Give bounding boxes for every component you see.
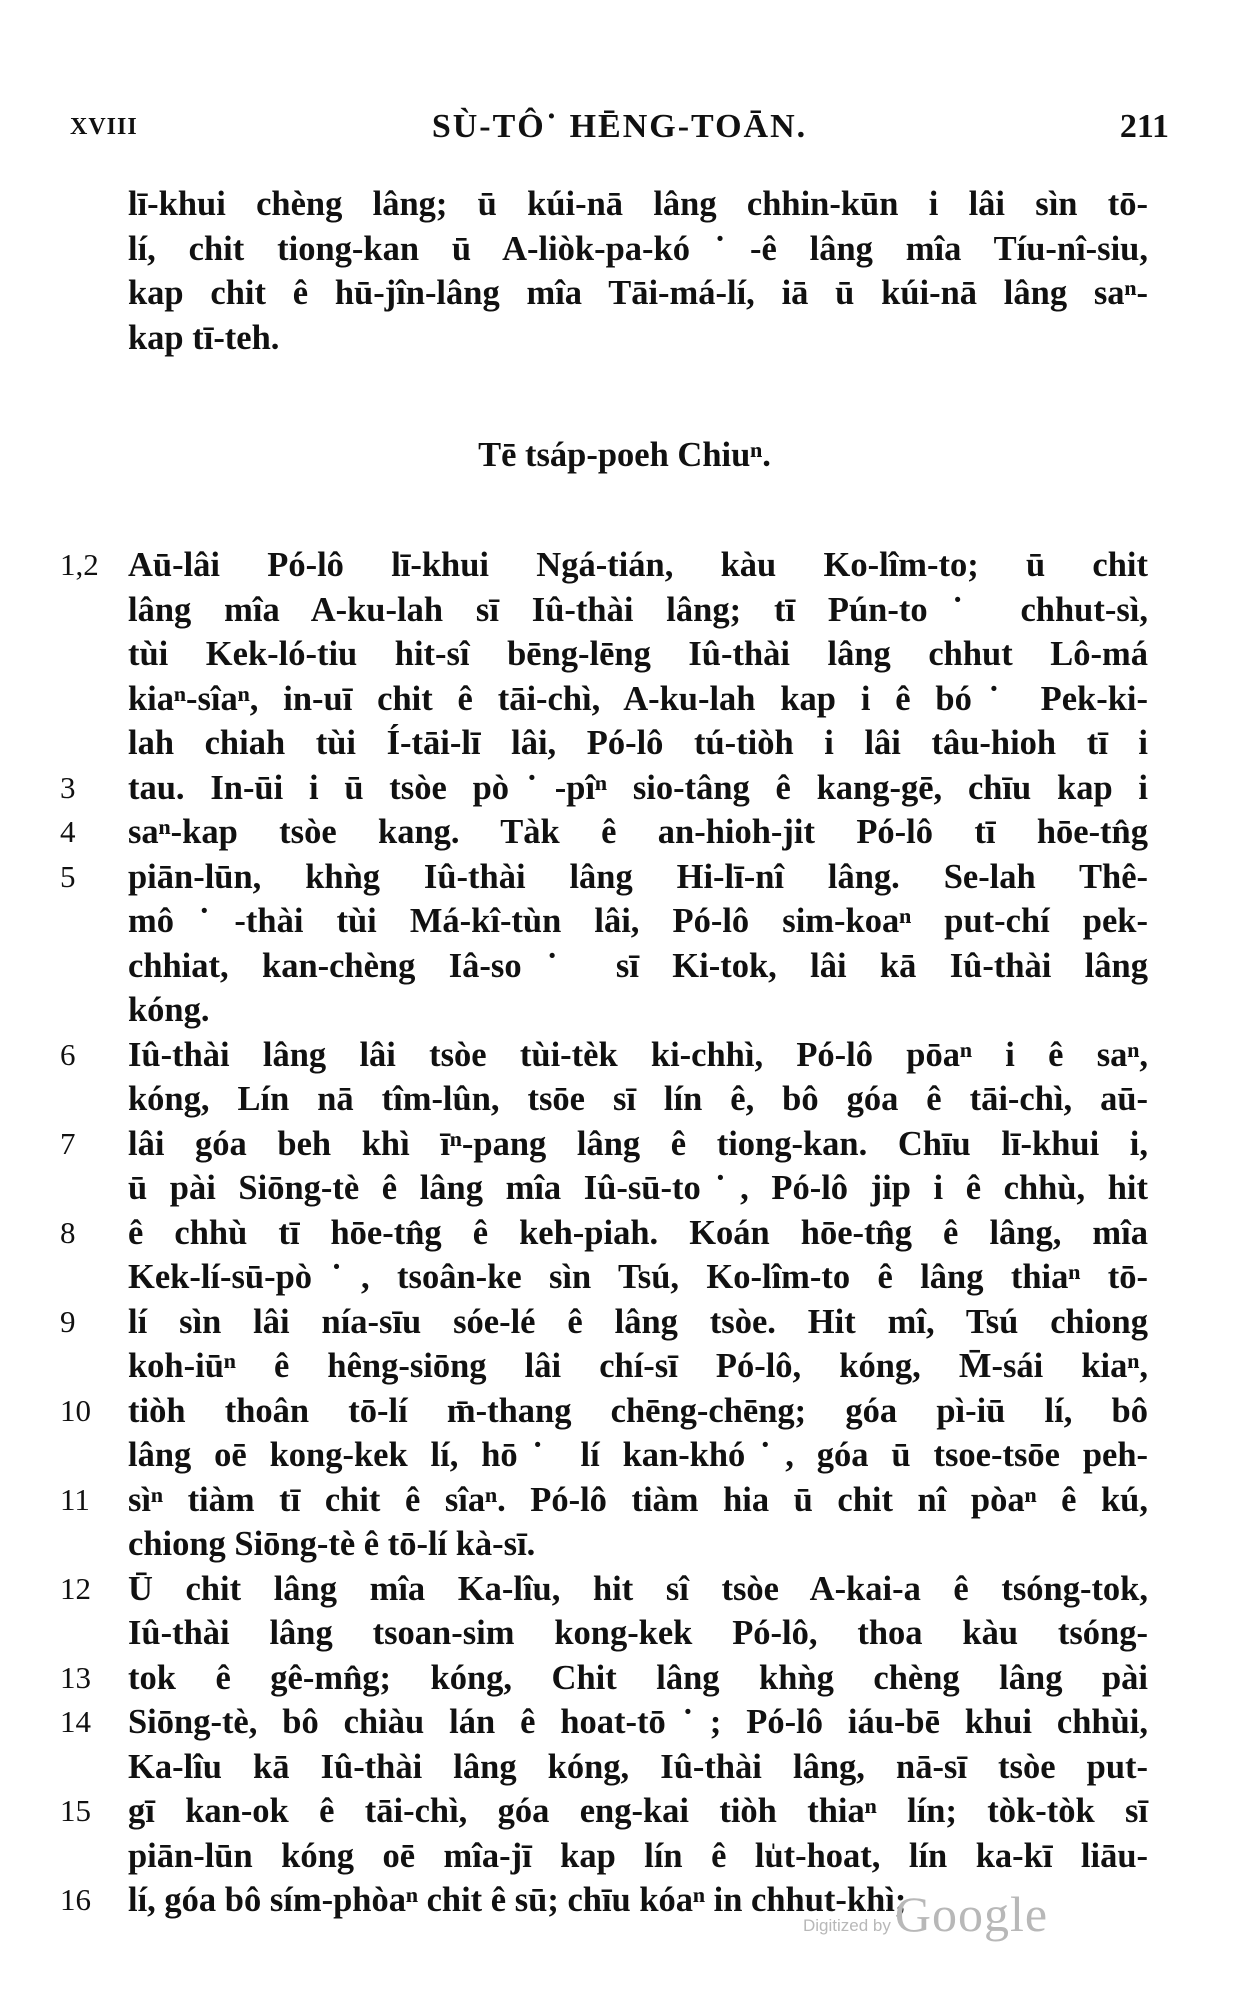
verse-number: 16 [60, 1882, 91, 1917]
verse-number: 7 [60, 1125, 76, 1161]
text-row [0, 677, 1249, 722]
intro-line: kap chit ê hū-jîn-lâng mîa Tāi-má-lí, iā ū kúi-nā lâng saⁿ- [128, 274, 1148, 312]
intro-line: lī-khui chèng lâng; ū kúi-nā lâng chhin-kūn i lâi sìn tō- [128, 185, 1148, 223]
running-head-title: SÙ-TÔ˙ HĒNG-TOĀN. [431, 108, 808, 145]
verse-line: kóng. [128, 991, 210, 1029]
text-row [0, 1211, 1249, 1256]
verse-number: 3 [60, 769, 76, 805]
digitized-watermark [803, 1885, 1048, 1943]
verse-line: chiong Siōng-tè ê tō-lí kà-sī. [128, 1525, 536, 1563]
verse-line: kiaⁿ-sîaⁿ, in-uī chit ê tāi-chì, A-ku-lah kap i ê bó˙ Pek-ki- [128, 679, 1148, 718]
text-row [0, 1122, 1249, 1167]
verse-line: Siōng-tè, bô chiàu lán ê hoat-tō˙; Pó-lô iáu-bē khui chhùi, [128, 1703, 1148, 1741]
verse-number: 13 [60, 1659, 91, 1695]
text-row [0, 1567, 1249, 1612]
text-row [0, 1611, 1249, 1656]
page-number: 211 [1119, 108, 1169, 145]
verse-number: 6 [60, 1036, 76, 1072]
text-row [0, 1656, 1249, 1701]
running-head-section: XVIII [70, 114, 138, 140]
verse-line: saⁿ-kap tsòe kang. Tàk ê an-hioh-jit Pó-lô tī hōe-tn̂g [128, 813, 1148, 851]
text-row [0, 1433, 1249, 1478]
running-header [70, 108, 1169, 152]
text-row [0, 588, 1249, 633]
text-row [0, 766, 1249, 811]
verse-number: 5 [60, 858, 76, 894]
text-row [0, 632, 1249, 677]
verse-line: kóng, Lín nā tîm-lûn, tsōe sī lín ê, bô góa ê tāi-chì, aū- [128, 1080, 1148, 1118]
intro-line: kap tī-teh. [128, 318, 280, 357]
verse-line: lâi góa beh khì īⁿ-pang lâng ê tiong-kan. Chīu lī-khui i, [128, 1124, 1148, 1163]
watermark-brand: Google [894, 1886, 1049, 1942]
text-row [0, 1344, 1249, 1389]
verse-line: Iû-thài lâng lâi tsòe tùi-tèk ki-chhì, Pó-lô pōaⁿ i ê saⁿ, [128, 1035, 1148, 1074]
text-row [0, 1789, 1249, 1834]
verse-line: tau. In-ūi i ū tsòe pò˙-pîⁿ sio-tâng ê kang-gē, chīu kap i [128, 768, 1148, 807]
text-row [0, 1033, 1249, 1078]
text-row [0, 810, 1249, 855]
verse-line: tiòh thoân tō-lí m̄-thang chēng-chēng; góa pì-iū lí, bô [128, 1391, 1148, 1430]
verse-line: sìⁿ tiàm tī chit ê sîaⁿ. Pó-lô tiàm hia ū chit nî pòaⁿ ê kú, [128, 1480, 1148, 1519]
verse-line: lâng mîa A-ku-lah sī Iû-thài lâng; tī Pún-to˙ chhut-sì, [128, 590, 1148, 629]
verse-line: mô˙-thài tùi Má-kî-tùn lâi, Pó-lô sim-koaⁿ put-chí pek- [128, 902, 1148, 940]
verse-number: 12 [60, 1570, 91, 1606]
text-row [0, 1077, 1249, 1122]
verse-line: ū pài Siōng-tè ê lâng mîa Iû-sū-to˙, Pó-lô jip i ê chhù, hit [128, 1169, 1148, 1207]
verse-line: lâng oē kong-kek lí, hō˙ lí kan-khó˙, góa ū tsoe-tsōe peh- [128, 1436, 1148, 1474]
text-row [0, 1389, 1249, 1434]
text-row [0, 1700, 1249, 1745]
text-row [0, 1878, 1249, 1923]
verse-line: lí, góa bô sím-phòaⁿ chit ê sū; chīu kóaⁿ in chhut-khì; [128, 1881, 907, 1919]
text-row [0, 988, 1249, 1033]
text-row [0, 944, 1249, 989]
verse-line: Ū chit lâng mîa Ka-lîu, hit sî tsòe A-kai-a ê tsóng-tok, [128, 1569, 1148, 1608]
text-row [0, 721, 1249, 766]
text-row [0, 1300, 1249, 1345]
verse-number: 1,2 [60, 547, 99, 582]
verse-line: tok ê gê-mn̂g; kóng, Chit lâng khǹg chèng lâng pài [128, 1658, 1148, 1697]
verse-line: ê chhù tī hōe-tn̂g ê keh-piah. Koán hōe-tn̂g ê lâng, mîa [128, 1213, 1148, 1252]
text-row [0, 1522, 1249, 1567]
text-row [0, 1255, 1249, 1300]
verse-number: 10 [60, 1392, 91, 1428]
verse-number: 15 [60, 1793, 91, 1828]
verse-line: piān-lūn kóng oē mîa-jī kap lín ê lu̍t-hoat, lín ka-kī liāu- [128, 1836, 1148, 1875]
intro-paragraph [128, 182, 1148, 360]
verse-line: Kek-lí-sū-pò˙, tsoân-ke sìn Tsú, Ko-lîm-to ê lâng thiaⁿ tō- [128, 1258, 1148, 1296]
verse-line: gī kan-ok ê tāi-chì, góa eng-kai tiòh thiaⁿ lín; tòk-tòk sī [128, 1792, 1148, 1830]
text-row [0, 899, 1249, 944]
text-row [0, 543, 1249, 588]
verse-line: piān-lūn, khǹg Iû-thài lâng Hi-lī-nî lâng. Se-lah Thê- [128, 857, 1148, 896]
verse-line: lah chiah tùi Í-tāi-lī lâi, Pó-lô tú-tiòh i lâi tâu-hioh tī i [128, 724, 1148, 762]
watermark-prefix: Digitized by [803, 1916, 891, 1935]
text-row [0, 1834, 1249, 1879]
verse-line: lí sìn lâi nía-sīu sóe-lé ê lâng tsòe. Hit mî, Tsú chiong [128, 1302, 1148, 1341]
intro-line: lí, chit tiong-kan ū A-liòk-pa-kó˙-ê lâng mîa Tíu-nî-siu, [128, 229, 1148, 268]
verse-line: Aū-lâi Pó-lô lī-khui Ngá-tián, kàu Ko-lîm-to; ū chit [128, 546, 1148, 584]
verse-number: 4 [60, 814, 76, 849]
verse-number: 9 [60, 1303, 76, 1339]
verse-number: 8 [60, 1214, 76, 1250]
text-row [0, 1745, 1249, 1790]
verse-line: tùi Kek-ló-tiu hit-sî bēng-lēng Iû-thài lâng chhut Lô-má [128, 635, 1148, 673]
text-row [0, 1478, 1249, 1523]
text-row [0, 1166, 1249, 1211]
verse-number: 14 [60, 1704, 91, 1739]
verse-line: Ka-lîu kā Iû-thài lâng kóng, Iû-thài lâng, nā-sī tsòe put- [128, 1747, 1148, 1786]
verse-number: 11 [60, 1481, 90, 1517]
verse-line: chhiat, kan-chèng Iâ-so˙ sī Ki-tok, lâi kā Iû-thài lâng [128, 946, 1148, 985]
chapter-body [0, 543, 1249, 1923]
verse-line: koh-iūⁿ ê hêng-siōng lâi chí-sī Pó-lô, kóng, M̄-sái kiaⁿ, [128, 1347, 1148, 1385]
text-row [0, 855, 1249, 900]
verse-line: Iû-thài lâng tsoan-sim kong-kek Pó-lô, thoa kàu tsóng- [128, 1614, 1148, 1652]
chapter-heading: Tē tsáp-poeh Chiuⁿ. [478, 436, 771, 474]
